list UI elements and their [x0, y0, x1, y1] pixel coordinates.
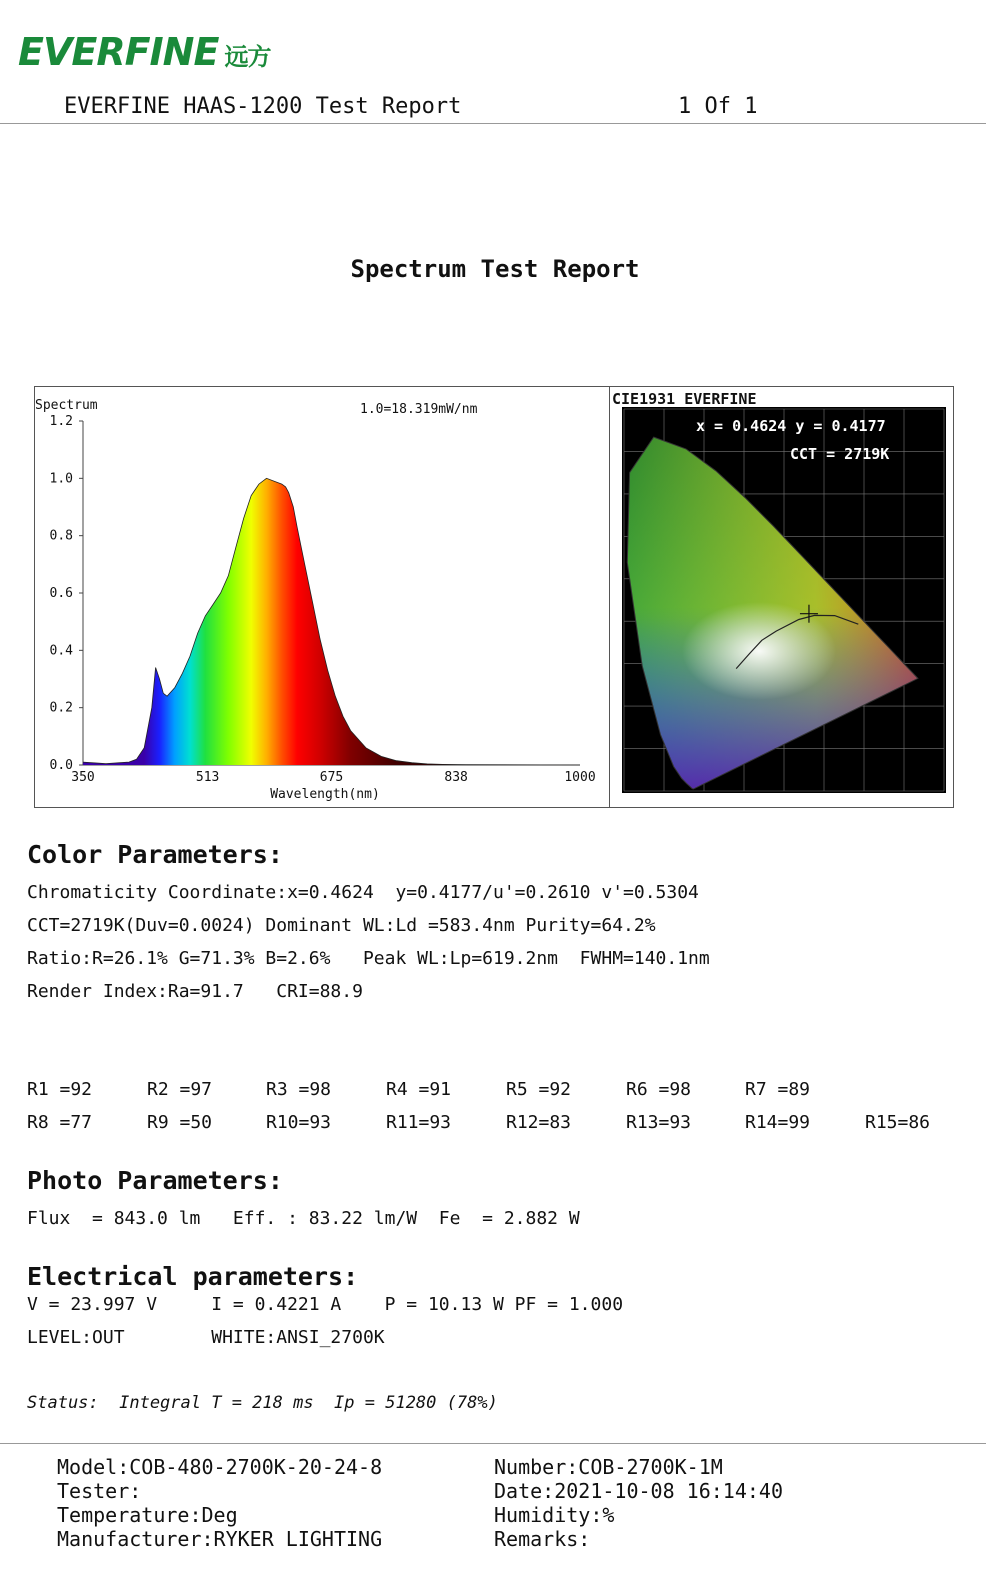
spectrum-chart — [35, 387, 609, 807]
spectrum-x-tick-label: 675 — [319, 770, 344, 785]
r-value-item: R8 =77 — [27, 1112, 93, 1133]
footer-date: Date:2021-10-08 16:14:40 — [494, 1479, 783, 1503]
r-value-item: R12=83 — [506, 1112, 572, 1133]
r-value-item: R7 =89 — [745, 1079, 811, 1100]
spectrum-x-tick-label: 513 — [195, 770, 220, 785]
footer-tester: Tester: — [57, 1479, 142, 1503]
footer-number: Number:COB-2700K-1M — [494, 1455, 723, 1479]
charts-panel — [34, 386, 954, 808]
spectrum-area — [83, 478, 580, 765]
r-value-item: R10=93 — [266, 1112, 332, 1133]
photo-line: Flux = 843.0 lm Eff. : 83.22 lm/W Fe = 2.882 W — [27, 1208, 580, 1229]
r-value-item: R3 =98 — [266, 1079, 332, 1100]
report-header-title: EVERFINE HAAS-1200 Test Report — [64, 94, 462, 119]
r-value-item: R6 =98 — [626, 1079, 692, 1100]
electrical-line-1: V = 23.997 V I = 0.4221 A P = 10.13 W PF = 1.000 — [27, 1294, 624, 1315]
footer-temperature: Temperature:Deg — [57, 1503, 238, 1527]
spectrum-y-tick-label: 1.0 — [49, 471, 73, 487]
logo-brand-cn: 远方 — [224, 43, 271, 71]
spectrum-y-tick-label: 1.2 — [49, 414, 73, 429]
spectrum-y-tick-label: 0.0 — [49, 758, 73, 773]
electrical-line-2: LEVEL:OUT WHITE:ANSI_2700K — [27, 1327, 385, 1348]
color-parameters-heading: Color Parameters: — [27, 840, 283, 869]
footer-remarks: Remarks: — [494, 1527, 591, 1551]
photo-parameters-heading: Photo Parameters: — [27, 1166, 283, 1195]
status-line: Status: Integral T = 218 ms Ip = 51280 (78%) — [27, 1393, 498, 1413]
spectrum-x-tick-label: 1000 — [564, 770, 596, 785]
r-value-item: R1 =92 — [27, 1079, 93, 1100]
spectrum-x-tick-label: 350 — [71, 770, 95, 785]
footer-manufacturer: Manufacturer:RYKER LIGHTING — [57, 1527, 383, 1551]
r-value-item: R2 =97 — [147, 1079, 213, 1100]
spectrum-y-tick-label: 0.2 — [49, 700, 73, 716]
r-value-item: R4 =91 — [386, 1079, 452, 1100]
footer-model: Model:COB-480-2700K-20-24-8 — [57, 1455, 383, 1479]
cie-cct-label: CCT = 2719K — [790, 445, 890, 463]
r-value-item: R15=86 — [865, 1112, 931, 1133]
spectrum-y-tick-label: 0.4 — [49, 643, 73, 659]
spectrum-scale-annotation: 1.0=18.319mW/nm — [360, 402, 478, 417]
cie-title: CIE1931 EVERFINE — [612, 390, 757, 408]
electrical-parameters-heading: Electrical parameters: — [27, 1262, 359, 1291]
r-value-item: R11=93 — [386, 1112, 452, 1133]
r-value-item: R13=93 — [626, 1112, 692, 1133]
spectrum-y-tick-label: 0.8 — [49, 528, 73, 544]
everfine-logo — [18, 30, 270, 74]
r-value-item: R9 =50 — [147, 1112, 213, 1133]
logo-brand: EVERFINE — [18, 30, 219, 74]
spectrum-x-tick-label: 838 — [444, 770, 468, 785]
r-value-item: R14=99 — [745, 1112, 811, 1133]
r-value-item: R5 =92 — [506, 1079, 572, 1100]
cct-line: CCT=2719K(Duv=0.0024) Dominant WL:Ld =583.4nm Purity=64.2% — [27, 915, 656, 936]
footer-humidity: Humidity:% — [494, 1503, 615, 1527]
cie-coordinate-label: x = 0.4624 y = 0.4177 — [696, 417, 886, 435]
footer-divider — [0, 1443, 986, 1444]
page-title: Spectrum Test Report — [350, 255, 640, 283]
header-divider — [0, 123, 986, 124]
spectrum-y-tick-label: 0.6 — [49, 586, 73, 601]
spectrum-title: Spectrum — [35, 398, 98, 413]
cie1931-diagram — [610, 387, 953, 807]
spectrum-x-axis-label: Wavelength(nm) — [270, 787, 380, 802]
render-index-line: Render Index:Ra=91.7 CRI=88.9 — [27, 981, 363, 1002]
page-indicator: 1 Of 1 — [678, 94, 758, 119]
chromaticity-line: Chromaticity Coordinate:x=0.4624 y=0.4177/u'=0.2610 v'=0.5304 — [27, 882, 699, 903]
ratio-line: Ratio:R=26.1% G=71.3% B=2.6% Peak WL:Lp=619.2nm FWHM=140.1nm — [27, 948, 710, 969]
